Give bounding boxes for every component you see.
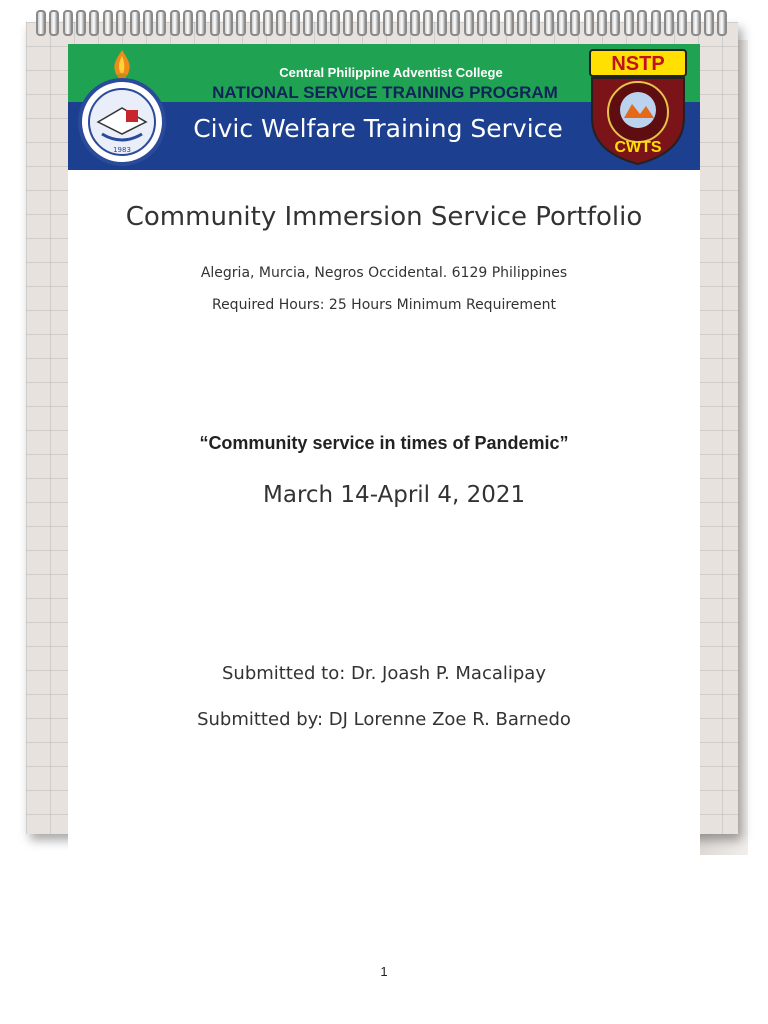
document-title: Community Immersion Service Portfolio	[125, 202, 643, 232]
spiral-ring	[397, 10, 407, 36]
spiral-ring	[116, 10, 126, 36]
spiral-ring	[437, 10, 447, 36]
spiral-ring	[530, 10, 540, 36]
spiral-ring	[664, 10, 674, 36]
spiral-ring	[610, 10, 620, 36]
spiral-ring	[584, 10, 594, 36]
spiral-ring	[544, 10, 554, 36]
spiral-ring	[210, 10, 220, 36]
spiral-ring	[76, 10, 86, 36]
spiral-ring	[290, 10, 300, 36]
spiral-ring	[357, 10, 367, 36]
spiral-ring	[103, 10, 113, 36]
spiral-ring	[504, 10, 514, 36]
spiral-ring	[450, 10, 460, 36]
spiral-ring	[196, 10, 206, 36]
spiral-ring	[677, 10, 687, 36]
spiral-ring	[570, 10, 580, 36]
spiral-ring	[156, 10, 166, 36]
spiral-binding	[36, 10, 728, 38]
spiral-ring	[651, 10, 661, 36]
header-banner	[68, 44, 700, 170]
spiral-ring	[383, 10, 393, 36]
spiral-ring	[691, 10, 701, 36]
spiral-ring	[490, 10, 500, 36]
spiral-ring	[317, 10, 327, 36]
svg-text:1983: 1983	[113, 146, 131, 154]
spiral-ring	[63, 10, 73, 36]
spiral-ring	[170, 10, 180, 36]
spiral-ring	[263, 10, 273, 36]
svg-text:CWTS: CWTS	[614, 139, 662, 156]
program-name: NATIONAL SERVICE TRAINING PROGRAM	[212, 83, 558, 102]
spiral-ring	[276, 10, 286, 36]
college-name: Central Philippine Adventist College	[279, 65, 503, 80]
spiral-ring	[250, 10, 260, 36]
spiral-ring	[704, 10, 714, 36]
spiral-ring	[597, 10, 607, 36]
spiral-ring	[423, 10, 433, 36]
svg-text:NSTP: NSTP	[611, 53, 665, 75]
spiral-ring	[637, 10, 647, 36]
spiral-ring	[49, 10, 59, 36]
spiral-ring	[236, 10, 246, 36]
spiral-ring	[130, 10, 140, 36]
spiral-ring	[330, 10, 340, 36]
spiral-ring	[89, 10, 99, 36]
spiral-ring	[223, 10, 233, 36]
nstp-cwts-logo-icon	[582, 48, 694, 166]
spiral-ring	[624, 10, 634, 36]
spiral-ring	[143, 10, 153, 36]
spiral-ring	[464, 10, 474, 36]
spiral-ring	[343, 10, 353, 36]
spiral-ring	[557, 10, 567, 36]
component-name: Civic Welfare Training Service	[193, 114, 563, 143]
spiral-ring	[410, 10, 420, 36]
spiral-ring	[717, 10, 727, 36]
date-range: March 14-April 4, 2021	[263, 482, 526, 508]
spiral-ring	[303, 10, 313, 36]
portfolio-cover-page	[68, 44, 700, 856]
theme-quote: “Community service in times of Pandemic”	[199, 433, 569, 453]
page-number: 1	[380, 964, 388, 979]
spiral-ring	[36, 10, 46, 36]
spiral-ring	[183, 10, 193, 36]
submitted-by: Submitted by: DJ Lorenne Zoe R. Barnedo	[197, 709, 571, 730]
spiral-ring	[517, 10, 527, 36]
required-hours: Required Hours: 25 Hours Minimum Requirement	[211, 297, 557, 313]
spiral-ring	[370, 10, 380, 36]
spiral-ring	[477, 10, 487, 36]
submitted-to: Submitted to: Dr. Joash P. Macalipay	[222, 663, 546, 684]
college-seal-icon	[76, 48, 168, 166]
address: Alegria, Murcia, Negros Occidental. 6129 Philippines	[200, 265, 568, 281]
